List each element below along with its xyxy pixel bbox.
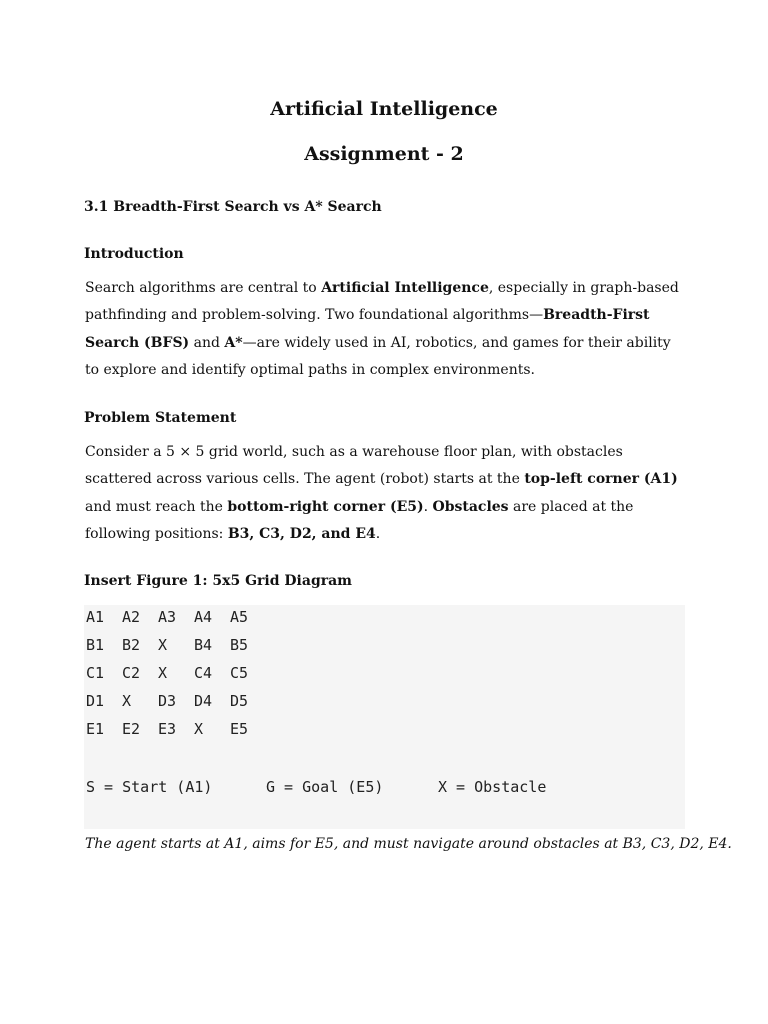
grid-cell: E2: [122, 720, 141, 738]
grid-cell: E3: [158, 720, 177, 738]
problem-text-4: are placed at the following positions:: [85, 498, 634, 542]
document-title: Artificial Intelligence: [270, 98, 498, 120]
grid-code-block: [84, 605, 685, 829]
introduction-paragraph: [85, 275, 685, 384]
problem-bold-2: bottom-right corner (E5): [227, 498, 424, 515]
grid-cell: B2: [122, 636, 141, 654]
figure-heading: Insert Figure 1: 5x5 Grid Diagram: [84, 573, 352, 589]
grid-cell: B1: [86, 636, 105, 654]
figure-caption: The agent starts at A1, aims for E5, and must navigate around obstacles at B3, C3, D2, E4.: [85, 836, 732, 852]
grid-cell: C4: [194, 664, 213, 682]
intro-text-3: and: [189, 334, 225, 351]
intro-bold-2: Breadth-First Search (BFS): [85, 307, 650, 351]
grid-cell: A5: [230, 608, 249, 626]
grid-cell: X: [194, 720, 204, 738]
intro-text-2: , especially in graph-based pathfinding and problem-solving. Two foundational algorithms—: [85, 280, 679, 324]
grid-cell: D5: [230, 692, 249, 710]
grid-row: [86, 664, 266, 684]
grid-cell: D1: [86, 692, 105, 710]
problem-bold-4: B3, C3, D2, and E4: [227, 525, 376, 542]
problem-bold-3: Obstacles: [432, 498, 509, 515]
grid-cell: A2: [122, 608, 141, 626]
grid-legend: [86, 778, 546, 796]
grid-cell: B5: [230, 636, 249, 654]
problem-text-2: and must reach the: [85, 498, 228, 515]
grid-cell: B4: [194, 636, 213, 654]
document-subtitle: Assignment - 2: [304, 143, 464, 165]
introduction-heading: Introduction: [84, 246, 184, 262]
problem-statement-heading: Problem Statement: [84, 410, 237, 426]
grid-row: [86, 692, 266, 712]
section-heading: 3.1 Breadth-First Search vs A* Search: [84, 199, 382, 215]
grid-row: [86, 608, 266, 628]
intro-bold-3: A*: [224, 334, 243, 351]
grid-cell: E1: [86, 720, 105, 738]
intro-bold-1: Artificial Intelligence: [321, 280, 489, 296]
grid-cell: A4: [194, 608, 213, 626]
problem-statement-paragraph: [85, 439, 685, 548]
legend-goal: G = Goal (E5): [266, 778, 384, 796]
grid-cell: A1: [86, 608, 105, 626]
intro-text-1: Search algorithms are central to: [85, 280, 322, 296]
grid-cell: E5: [230, 720, 249, 738]
problem-bold-1: top-left corner (A1): [524, 471, 678, 488]
legend-start: S = Start (A1): [86, 778, 213, 796]
legend-obstacle: X = Obstacle: [438, 778, 547, 796]
grid-cell: D4: [194, 692, 213, 710]
grid-cell: C5: [230, 664, 249, 682]
grid-cell: X: [158, 636, 168, 654]
grid-cell: D3: [158, 692, 177, 710]
grid-cell: X: [158, 664, 168, 682]
grid-row: [86, 636, 266, 656]
grid-cell: A3: [158, 608, 177, 626]
grid-cell: X: [122, 692, 132, 710]
problem-text-3: .: [423, 498, 433, 515]
intro-text-4: —are widely used in AI, robotics, and games for their ability to explore and identify optimal paths in complex environments.: [85, 334, 671, 378]
grid-cell: C1: [86, 664, 105, 682]
grid-row: [86, 720, 266, 740]
grid-cell: C2: [122, 664, 141, 682]
problem-text-1: Consider a 5 × 5 grid world, such as a warehouse floor plan, with obstacles scattered across various cells. The agent (robot) starts at the: [85, 444, 623, 488]
problem-text-5: .: [375, 525, 381, 542]
